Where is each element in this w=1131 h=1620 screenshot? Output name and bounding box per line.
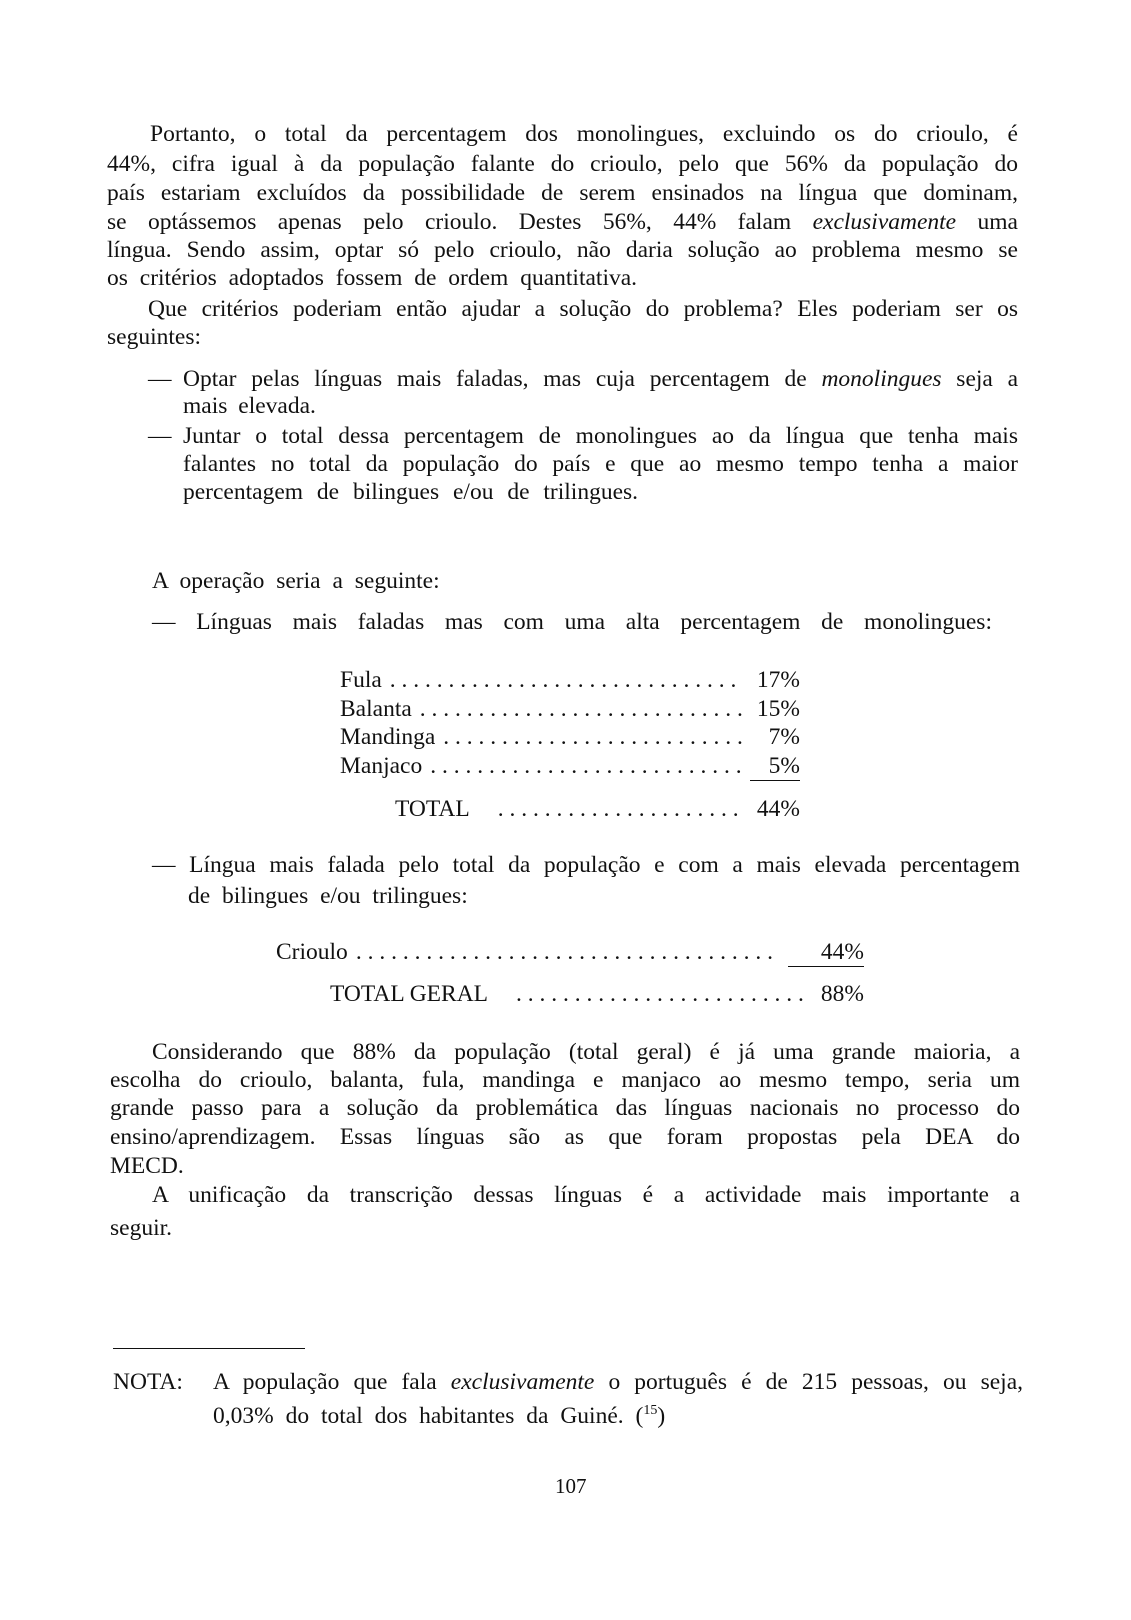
total-value: 88% [820, 981, 864, 1007]
table-2-row [276, 938, 864, 967]
language-name: Crioulo [276, 939, 348, 965]
footnote-line [213, 1368, 1023, 1396]
paragraph-1-line: país estariam excluídos da possibilidade de serem ensinados na língua que dominam, [107, 180, 1018, 206]
table-1-row [340, 666, 800, 694]
list-2-heading: de bilingues e/ou trilingues: [188, 883, 468, 909]
footnote-line [213, 1397, 665, 1430]
emphasis: exclusivamente [450, 1369, 595, 1395]
text: o português é de 215 pessoas, ou seja, [608, 1369, 1024, 1395]
paragraph-1-line [107, 208, 1018, 236]
list-1-heading: — Línguas mais faladas mas com uma alta percentagem de monolingues: [152, 609, 992, 635]
bullet-2-line: percentagem de bilingues e/ou de trilingues. [183, 479, 639, 505]
table-1-row [340, 723, 800, 751]
footnote-rule [113, 1348, 305, 1349]
dot-leader [390, 666, 742, 694]
bullet-2-line: Juntar o total dessa percentagem de monolingues ao da língua que tenha mais [183, 423, 1018, 449]
percentage: 44% [788, 938, 864, 967]
text: uma [977, 209, 1018, 235]
dot-leader [420, 695, 742, 723]
paragraph-2-line: Que critérios poderiam então ajudar a solução do problema? Eles poderiam ser os [148, 296, 1018, 322]
emphasis: monolingues [821, 366, 942, 392]
table-1-row [340, 752, 800, 781]
paragraph-3-line: MECD. [110, 1153, 184, 1179]
bullet-1-line [183, 365, 1018, 393]
dot-leader [498, 795, 742, 823]
text: 0,03% do total dos habitantes da Guiné. ( [213, 1402, 644, 1429]
language-name: Mandinga [340, 724, 436, 750]
page-number: 107 [555, 1474, 587, 1498]
paragraph-4-line: A unificação da transcrição dessas línguas é a actividade mais importante a [152, 1182, 1020, 1208]
paragraph-2-line: seguintes: [107, 324, 201, 350]
text: se optássemos apenas pelo crioulo. Destes 56%, 44% falam [107, 209, 792, 235]
bullet-dash: — [148, 366, 172, 392]
text: seja a [956, 366, 1019, 392]
paragraph-3-line: grande passo para a solução da problemática das línguas nacionais no processo do [110, 1095, 1020, 1121]
total-label: TOTAL [395, 796, 470, 822]
text: ) [657, 1402, 666, 1429]
paragraph-3-line: ensino/aprendizagem. Essas línguas são as que foram propostas pela DEA do [110, 1124, 1020, 1150]
language-name: Balanta [340, 696, 412, 722]
paragraph-1-line: língua. Sendo assim, optar só pelo crioulo, não daria solução ao problema mesmo se [107, 237, 1018, 263]
paragraph-1-line: 44%, cifra igual à da população falante do crioulo, pelo que 56% da população do [107, 151, 1018, 177]
text: A população que fala [213, 1369, 437, 1395]
paragraph-1-line: Portanto, o total da percentagem dos monolingues, excluindo os do crioulo, é [150, 121, 1018, 147]
paragraph-3-line: Considerando que 88% da população (total geral) é já uma grande maioria, a [152, 1039, 1020, 1065]
total-label: TOTAL GERAL [330, 981, 489, 1007]
percentage: 5% [750, 752, 800, 781]
table-1-total [395, 795, 800, 823]
bullet-2-line: falantes no total da população do país e que ao mesmo tempo tenha a maior [183, 451, 1018, 477]
language-name: Fula [340, 667, 382, 693]
footnote-reference: 15 [643, 1403, 658, 1418]
total-value: 44% [756, 796, 800, 822]
dot-leader [443, 723, 742, 751]
table-1-row [340, 695, 800, 723]
percentage: 17% [756, 667, 800, 693]
text: Optar pelas línguas mais faladas, mas cuja percentagem de [183, 366, 807, 392]
paragraph-4-line: seguir. [110, 1215, 173, 1241]
list-2-heading: — Língua mais falada pelo total da população e com a mais elevada percentagem [152, 852, 1020, 878]
paragraph-1-line: os critérios adoptados fossem de ordem quantitativa. [107, 265, 638, 291]
emphasis: exclusivamente [812, 209, 957, 235]
language-name: Manjaco [340, 753, 423, 779]
percentage: 15% [756, 696, 800, 722]
dot-leader [430, 752, 742, 780]
bullet-1-line: mais elevada. [183, 393, 316, 419]
operation-intro: A operação seria a seguinte: [152, 568, 440, 594]
paragraph-3-line: escolha do crioulo, balanta, fula, mandinga e manjaco ao mesmo tempo, seria um [110, 1067, 1020, 1093]
dot-leader [356, 938, 780, 966]
footnote-label: NOTA: [113, 1369, 183, 1395]
table-2-total [330, 980, 864, 1008]
percentage: 7% [768, 724, 800, 750]
dot-leader [516, 980, 806, 1008]
bullet-dash: — [148, 423, 172, 449]
